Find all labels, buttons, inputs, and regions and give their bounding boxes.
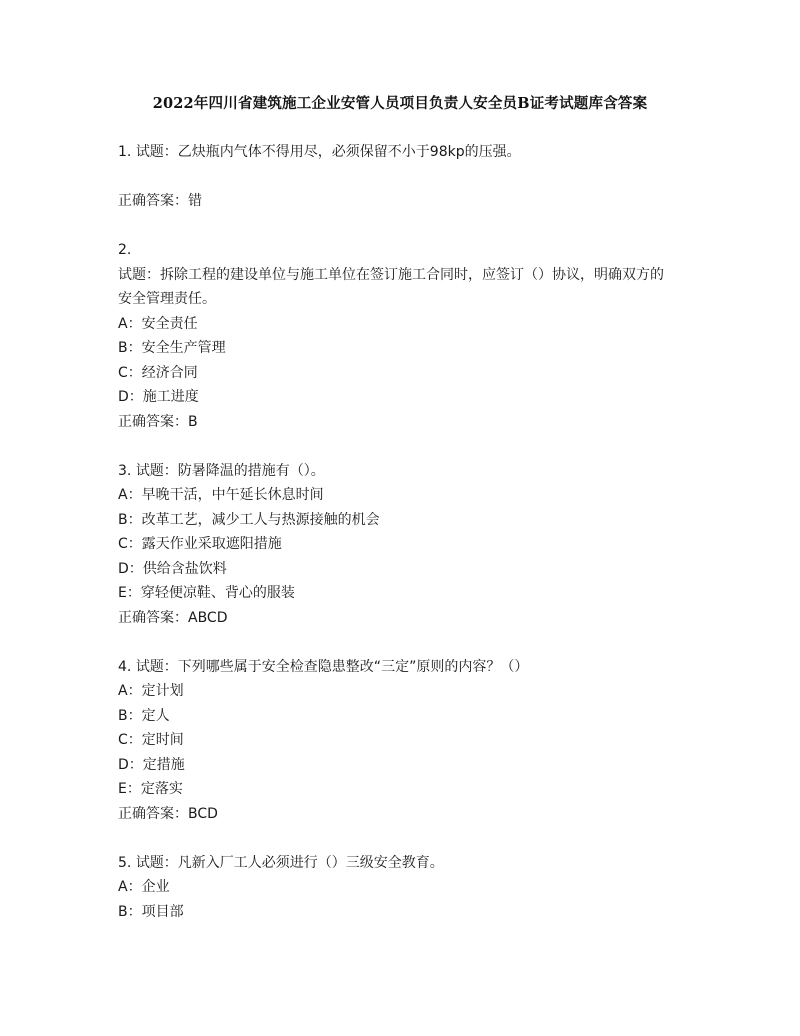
option-a: A：定计划 bbox=[118, 683, 184, 699]
document-title: 2022年四川省建筑施工企业安管人员项目负责人安全员B证考试题库含答案 bbox=[152, 95, 648, 112]
option-b: B：定人 bbox=[118, 707, 170, 724]
question-text: 安全管理责任。 bbox=[118, 291, 216, 307]
question-2 bbox=[118, 238, 718, 434]
question-5 bbox=[118, 851, 718, 925]
answer: 正确答案：错 bbox=[118, 193, 202, 209]
option-c: C：露天作业采取遮阳措施 bbox=[118, 536, 282, 552]
question-number: 3. bbox=[118, 462, 132, 479]
question-number: 1. bbox=[118, 144, 132, 160]
option-c: C：定时间 bbox=[118, 732, 184, 748]
question-text: 试题：拆除工程的建设单位与施工单位在签订施工合同时，应签订（）协议，明确双方的 bbox=[118, 266, 664, 283]
answer: 正确答案：BCD bbox=[118, 805, 218, 822]
option-a: A：企业 bbox=[118, 879, 170, 895]
question-1 bbox=[118, 140, 718, 214]
option-e: E：穿轻便凉鞋、背心的服装 bbox=[118, 585, 295, 601]
option-a: A：安全责任 bbox=[118, 315, 198, 332]
answer: 正确答案：B bbox=[118, 413, 198, 430]
question-number: 4. bbox=[118, 658, 132, 675]
question-text: 5. 试题：凡新入厂工人必须进行（）三级安全教育。 bbox=[118, 854, 444, 871]
option-b: B：安全生产管理 bbox=[118, 340, 226, 356]
answer: 正确答案：ABCD bbox=[118, 609, 228, 626]
question-list bbox=[118, 140, 718, 924]
option-d: D：定措施 bbox=[118, 756, 185, 773]
option-b: B：项目部 bbox=[118, 903, 184, 920]
option-a: A：早晚干活，中午延长休息时间 bbox=[118, 487, 324, 503]
question-text: 4. 试题：下列哪些属于安全检查隐患整改“三定”原则的内容？（） bbox=[118, 658, 529, 675]
question-number: 2. bbox=[118, 242, 132, 258]
option-b: B：改革工艺，减少工人与热源接触的机会 bbox=[118, 511, 380, 528]
question-4 bbox=[118, 655, 718, 827]
option-d: D：施工进度 bbox=[118, 389, 199, 405]
option-d: D：供给含盐饮料 bbox=[118, 560, 227, 577]
question-text: 1. 试题：乙炔瓶内气体不得用尽，必须保留不小于98kp的压强。 bbox=[118, 144, 521, 160]
option-e: E：定落实 bbox=[118, 781, 183, 797]
question-text: 3. 试题：防暑降温的措施有（）。 bbox=[118, 462, 325, 479]
question-number: 5. bbox=[118, 854, 132, 871]
question-3 bbox=[118, 459, 718, 631]
option-c: C：经济合同 bbox=[118, 364, 198, 381]
